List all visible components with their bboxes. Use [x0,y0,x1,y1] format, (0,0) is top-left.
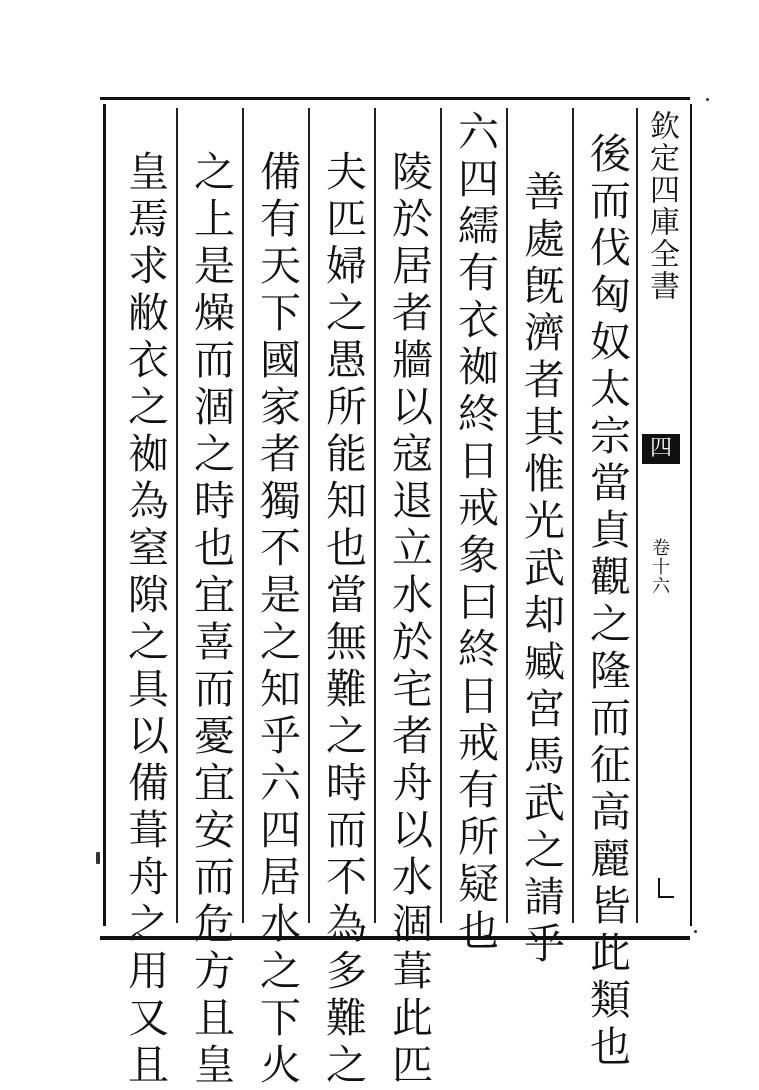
text-column-3: 六四繻有衣袽終日戒象曰終日戒有所疑也 [451,110,499,956]
scan-speck [706,98,709,101]
column-divider [506,108,508,923]
text-column-8: 皇焉求敝衣之袽為窒隙之具以備葺舟之用又且 [121,150,169,1090]
section-mark: 四 [642,434,680,464]
text-column-2: 善處旣濟者其惟光武却臧宮馬武之請乎 [517,170,565,969]
column-divider [176,108,178,923]
text-column-6: 備有天下國家者獨不是之知乎六四居水之下火 [253,150,301,1090]
column-divider [242,108,244,923]
text-column-5: 夫匹婦之愚所能知也當無難之時而不為多難之 [319,150,367,1090]
volume-label: 卷十六 [649,538,670,595]
column-divider [572,108,574,923]
text-column-4: 陵於居者牆以寇退立水於宅者舟以水涸葺此匹 [385,150,433,1090]
book-margin-column [636,108,686,923]
text-column-1: 後而伐匈奴太宗當貞觀之隆而征高麗皆此類也 [583,132,631,1072]
column-divider [308,108,310,923]
column-divider [440,108,442,923]
book-title: 欽定四庫全書 [644,110,679,302]
margin-fishtail-mark [658,878,674,898]
scan-speck [96,852,100,864]
text-column-7: 之上是燥而涸之時也宜喜而憂宜安而危方且皇 [187,150,235,1090]
scan-speck [694,930,697,933]
column-divider [374,108,376,923]
